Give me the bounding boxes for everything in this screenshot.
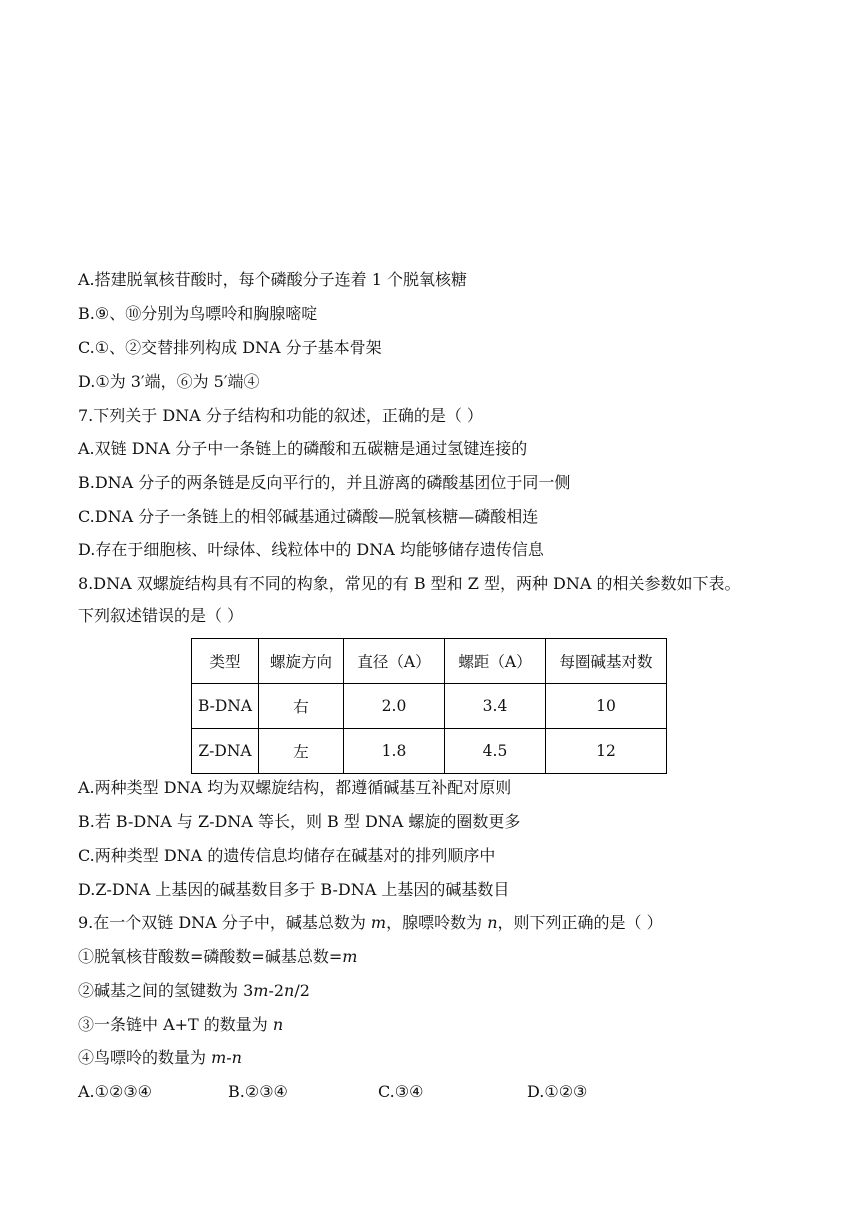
q9-stem [78, 913, 663, 933]
table-cell: 左 [259, 729, 344, 774]
variable-n: n [284, 981, 295, 1000]
q6-option-a: A.搭建脱氧核苷酸时，每个磷酸分子连着 1 个脱氧核糖 [78, 270, 467, 289]
q9-stem-text: ，则下列正确的是（ ） [497, 913, 663, 932]
q6-option-b: B.⑨、⑩分别为鸟嘌呤和胸腺嘧啶 [78, 304, 318, 323]
q8-stem-line1: 8.DNA 双螺旋结构具有不同的构象，常见的有 B 型和 Z 型，两种 DNA 的相关参数如下表。 [78, 574, 741, 593]
table-header-cell: 每圈碱基对数 [546, 639, 667, 684]
variable-m: m [253, 981, 269, 1000]
statement-text: /2 [294, 981, 310, 1000]
q8-option-c: C.两种类型 DNA 的遗传信息均储存在碱基对的排列顺序中 [78, 846, 496, 865]
table-row [192, 684, 667, 729]
q7-option-d: D.存在于细胞核、叶绿体、线粒体中的 DNA 均能够储存遗传信息 [78, 540, 544, 559]
table-cell: 3.4 [445, 684, 546, 729]
variable-m: m [342, 947, 358, 966]
table-cell: 10 [546, 684, 667, 729]
q7-option-b: B.DNA 分子的两条链是反向平行的，并且游离的磷酸基团位于同一侧 [78, 473, 571, 492]
q9-statement-2 [78, 981, 310, 1001]
dna-parameter-table [191, 638, 667, 774]
variable-n: n [272, 1015, 284, 1034]
table-cell: 4.5 [445, 729, 546, 774]
statement-text: ④鸟嘌呤的数量为 [78, 1048, 212, 1067]
statement-text: ①脱氧核苷酸数=磷酸数=碱基总数= [78, 947, 343, 966]
q8-option-b: B.若 B-DNA 与 Z-DNA 等长，则 B 型 DNA 螺旋的圈数更多 [78, 812, 521, 831]
q7-stem: 7.下列关于 DNA 分子结构和功能的叙述，正确的是（ ） [78, 406, 483, 425]
q9-statement-4 [78, 1048, 242, 1068]
table-header-row [192, 639, 667, 684]
table-row [192, 729, 667, 774]
q9-choice-a: A.①②③④ [78, 1082, 153, 1101]
variable-m-minus-n: m-n [211, 1048, 242, 1067]
statement-text: -2 [268, 981, 285, 1000]
variable-n: n [487, 913, 498, 932]
q6-option-c: C.①、②交替排列构成 DNA 分子基本骨架 [78, 338, 382, 357]
table-cell: 2.0 [344, 684, 445, 729]
table-cell: B-DNA [192, 684, 259, 729]
q9-choices [78, 1082, 778, 1102]
table-cell: 1.8 [344, 729, 445, 774]
q6-option-d: D.①为 3′端，⑥为 5′端④ [78, 372, 260, 391]
q9-stem-text: ，腺嘌呤数为 [386, 913, 488, 932]
q7-option-a: A.双链 DNA 分子中一条链上的磷酸和五碳糖是通过氢键连接的 [78, 439, 528, 458]
q9-choice-b: B.②③④ [228, 1082, 288, 1101]
statement-text: ②碱基之间的氢键数为 3 [78, 981, 254, 1000]
table-header-cell: 直径（A） [344, 639, 445, 684]
q9-stem-text: 9.在一个双链 DNA 分子中，碱基总数为 [78, 913, 371, 932]
q7-option-c: C.DNA 分子一条链上的相邻碱基通过磷酸—脱氧核糖—磷酸相连 [78, 507, 539, 526]
q9-choice-c: C.③④ [378, 1082, 424, 1101]
q8-stem-line2: 下列叙述错误的是（ ） [78, 606, 244, 625]
table-header-cell: 类型 [192, 639, 259, 684]
table-cell: Z-DNA [192, 729, 259, 774]
q9-choice-d: D.①②③ [527, 1082, 588, 1101]
q9-statement-1 [78, 947, 357, 967]
q8-option-a: A.两种类型 DNA 均为双螺旋结构，都遵循碱基互补配对原则 [78, 778, 512, 797]
table-cell: 右 [259, 684, 344, 729]
q9-statement-3 [78, 1015, 283, 1035]
table-header-cell: 螺距（A） [445, 639, 546, 684]
q8-option-d: D.Z-DNA 上基因的碱基数目多于 B-DNA 上基因的碱基数目 [78, 880, 510, 899]
table-header-cell: 螺旋方向 [259, 639, 344, 684]
table-cell: 12 [546, 729, 667, 774]
statement-text: ③一条链中 A+T 的数量为 [78, 1015, 273, 1034]
variable-m: m [370, 913, 387, 932]
